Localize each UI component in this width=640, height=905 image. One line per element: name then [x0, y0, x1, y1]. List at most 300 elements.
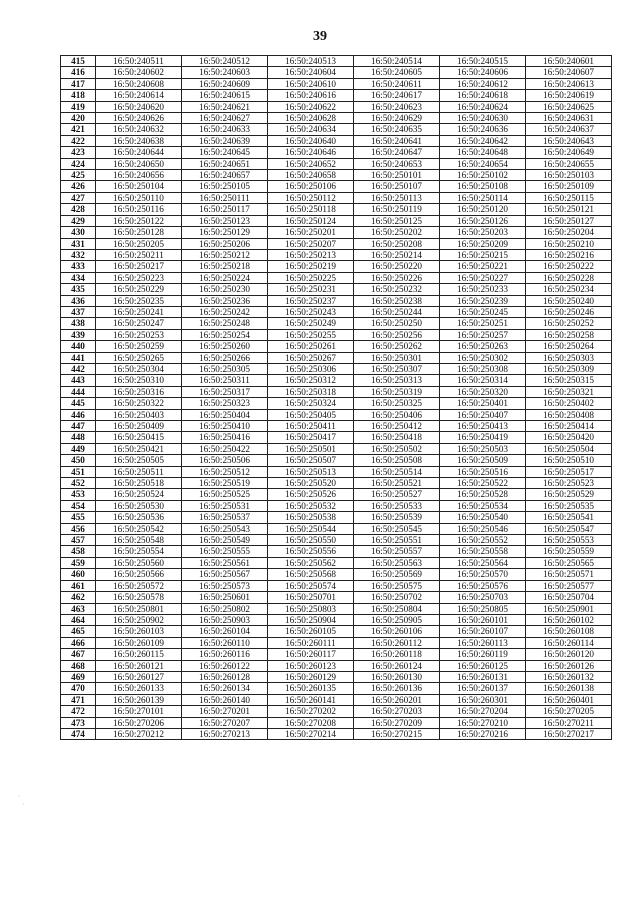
cadastral-number-cell: 16:50:250541 — [526, 512, 612, 523]
row-number-cell: 437 — [61, 306, 96, 317]
row-number-cell: 471 — [61, 694, 96, 705]
cadastral-number-cell: 16:50:250234 — [526, 284, 612, 295]
cadastral-number-cell: 16:50:250533 — [354, 500, 440, 511]
cadastral-number-cell: 16:50:250521 — [354, 478, 440, 489]
cadastral-number-cell: 16:50:250524 — [96, 489, 182, 500]
table-row — [61, 227, 612, 238]
cadastral-number-cell: 16:50:250412 — [354, 421, 440, 432]
cadastral-number-cell: 16:50:260116 — [182, 649, 268, 660]
cadastral-number-cell: 16:50:250217 — [96, 261, 182, 272]
cadastral-number-cell: 16:50:250510 — [526, 455, 612, 466]
table-row — [61, 409, 612, 420]
cadastral-number-cell: 16:50:250805 — [440, 603, 526, 614]
cadastral-number-cell: 16:50:250241 — [96, 306, 182, 317]
cadastral-number-cell: 16:50:250517 — [526, 466, 612, 477]
scan-mark: · — [22, 800, 25, 809]
cadastral-number-cell: 16:50:240636 — [440, 124, 526, 135]
cadastral-number-cell: 16:50:270209 — [354, 717, 440, 728]
cadastral-number-cell: 16:50:250258 — [526, 329, 612, 340]
cadastral-number-cell: 16:50:250703 — [440, 592, 526, 603]
cadastral-number-cell: 16:50:250319 — [354, 386, 440, 397]
cadastral-number-cell: 16:50:250418 — [354, 432, 440, 443]
row-number-cell: 456 — [61, 523, 96, 534]
cadastral-number-cell: 16:50:250228 — [526, 272, 612, 283]
row-number-cell: 464 — [61, 614, 96, 625]
cadastral-number-cell: 16:50:250259 — [96, 341, 182, 352]
cadastral-number-cell: 16:50:250901 — [526, 603, 612, 614]
cadastral-number-cell: 16:50:250405 — [268, 409, 354, 420]
table-row — [61, 443, 612, 454]
cadastral-number-cell: 16:50:250204 — [526, 227, 612, 238]
cadastral-number-cell: 16:50:250558 — [440, 546, 526, 557]
cadastral-number-cell: 16:50:250536 — [96, 512, 182, 523]
cadastral-number-cell: 16:50:250419 — [440, 432, 526, 443]
cadastral-number-cell: 16:50:250325 — [354, 398, 440, 409]
cadastral-number-cell: 16:50:250220 — [354, 261, 440, 272]
cadastral-number-cell: 16:50:250103 — [526, 170, 612, 181]
cadastral-number-cell: 16:50:250208 — [354, 238, 440, 249]
cadastral-number-cell: 16:50:250535 — [526, 500, 612, 511]
table-row — [61, 649, 612, 660]
cadastral-number-cell: 16:50:250213 — [268, 249, 354, 260]
cadastral-number-cell: 16:50:250124 — [268, 215, 354, 226]
cadastral-number-cell: 16:50:250530 — [96, 500, 182, 511]
cadastral-number-cell: 16:50:250221 — [440, 261, 526, 272]
row-number-cell: 415 — [61, 56, 96, 67]
row-number-cell: 429 — [61, 215, 96, 226]
cadastral-number-cell: 16:50:250311 — [182, 375, 268, 386]
cadastral-number-cell: 16:50:250416 — [182, 432, 268, 443]
cadastral-number-cell: 16:50:250549 — [182, 535, 268, 546]
cadastral-number-cell: 16:50:250702 — [354, 592, 440, 603]
row-number-cell: 419 — [61, 101, 96, 112]
row-number-cell: 433 — [61, 261, 96, 272]
cadastral-number-cell: 16:50:250529 — [526, 489, 612, 500]
table-row — [61, 318, 612, 329]
cadastral-number-cell: 16:50:260129 — [268, 671, 354, 682]
cadastral-number-cell: 16:50:250575 — [354, 580, 440, 591]
cadastral-number-cell: 16:50:260138 — [526, 683, 612, 694]
cadastral-number-cell: 16:50:250233 — [440, 284, 526, 295]
cadastral-number-cell: 16:50:260132 — [526, 671, 612, 682]
cadastral-number-cell: 16:50:250321 — [526, 386, 612, 397]
row-number-cell: 435 — [61, 284, 96, 295]
table-row — [61, 249, 612, 260]
cadastral-number-cell: 16:50:240649 — [526, 147, 612, 158]
cadastral-number-cell: 16:50:250568 — [268, 569, 354, 580]
table-row — [61, 90, 612, 101]
cadastral-number-cell: 16:50:250207 — [268, 238, 354, 249]
cadastral-number-cell: 16:50:240616 — [268, 90, 354, 101]
row-number-cell: 457 — [61, 535, 96, 546]
cadastral-number-cell: 16:50:250544 — [268, 523, 354, 534]
cadastral-number-cell: 16:50:250420 — [526, 432, 612, 443]
cadastral-number-cell: 16:50:240602 — [96, 67, 182, 78]
row-number-cell: 439 — [61, 329, 96, 340]
cadastral-number-cell: 16:50:260140 — [182, 694, 268, 705]
cadastral-number-cell: 16:50:260101 — [440, 614, 526, 625]
cadastral-number-cell: 16:50:250123 — [182, 215, 268, 226]
cadastral-number-cell: 16:50:240514 — [354, 56, 440, 67]
cadastral-number-cell: 16:50:250121 — [526, 204, 612, 215]
row-number-cell: 445 — [61, 398, 96, 409]
table-row — [61, 694, 612, 705]
cadastral-number-cell: 16:50:250571 — [526, 569, 612, 580]
row-number-cell: 455 — [61, 512, 96, 523]
cadastral-number-cell: 16:50:260104 — [182, 626, 268, 637]
cadastral-number-cell: 16:50:250555 — [182, 546, 268, 557]
cadastral-number-cell: 16:50:250223 — [96, 272, 182, 283]
cadastral-number-cell: 16:50:250264 — [526, 341, 612, 352]
table-row — [61, 124, 612, 135]
cadastral-number-cell: 16:50:270101 — [96, 706, 182, 717]
cadastral-number-cell: 16:50:250406 — [354, 409, 440, 420]
cadastral-number-cell: 16:50:250538 — [268, 512, 354, 523]
cadastral-number-cell: 16:50:250211 — [96, 249, 182, 260]
cadastral-number-cell: 16:50:250310 — [96, 375, 182, 386]
row-number-cell: 426 — [61, 181, 96, 192]
table-row — [61, 341, 612, 352]
cadastral-number-cell: 16:50:250113 — [354, 192, 440, 203]
cadastral-number-cell: 16:50:250256 — [354, 329, 440, 340]
cadastral-number-cell: 16:50:240611 — [354, 78, 440, 89]
cadastral-number-cell: 16:50:250322 — [96, 398, 182, 409]
cadastral-number-cell: 16:50:250601 — [182, 592, 268, 603]
cadastral-number-cell: 16:50:240601 — [526, 56, 612, 67]
cadastral-number-cell: 16:50:250262 — [354, 341, 440, 352]
cadastral-number-cell: 16:50:250506 — [182, 455, 268, 466]
row-number-cell: 459 — [61, 557, 96, 568]
cadastral-number-cell: 16:50:250216 — [526, 249, 612, 260]
cadastral-number-cell: 16:50:250230 — [182, 284, 268, 295]
cadastral-number-cell: 16:50:240641 — [354, 135, 440, 146]
cadastral-number-cell: 16:50:240606 — [440, 67, 526, 78]
cadastral-number-cell: 16:50:260128 — [182, 671, 268, 682]
row-number-cell: 423 — [61, 147, 96, 158]
cadastral-number-cell: 16:50:240638 — [96, 135, 182, 146]
row-number-cell: 460 — [61, 569, 96, 580]
cadastral-number-table — [60, 55, 612, 740]
cadastral-number-cell: 16:50:260127 — [96, 671, 182, 682]
table-row — [61, 557, 612, 568]
cadastral-number-cell: 16:50:250306 — [268, 363, 354, 374]
cadastral-number-cell: 16:50:270205 — [526, 706, 612, 717]
row-number-cell: 428 — [61, 204, 96, 215]
cadastral-number-cell: 16:50:250105 — [182, 181, 268, 192]
cadastral-number-cell: 16:50:250203 — [440, 227, 526, 238]
cadastral-number-cell: 16:50:250559 — [526, 546, 612, 557]
cadastral-number-cell: 16:50:240512 — [182, 56, 268, 67]
table-row — [61, 306, 612, 317]
cadastral-number-cell: 16:50:250265 — [96, 352, 182, 363]
row-number-cell: 438 — [61, 318, 96, 329]
table-row — [61, 363, 612, 374]
cadastral-number-cell: 16:50:250801 — [96, 603, 182, 614]
cadastral-number-cell: 16:50:250410 — [182, 421, 268, 432]
cadastral-number-cell: 16:50:250109 — [526, 181, 612, 192]
cadastral-number-cell: 16:50:250550 — [268, 535, 354, 546]
cadastral-number-cell: 16:50:250254 — [182, 329, 268, 340]
cadastral-number-cell: 16:50:260108 — [526, 626, 612, 637]
cadastral-number-cell: 16:50:240628 — [268, 113, 354, 124]
cadastral-number-cell: 16:50:240513 — [268, 56, 354, 67]
cadastral-number-cell: 16:50:250414 — [526, 421, 612, 432]
row-number-cell: 454 — [61, 500, 96, 511]
cadastral-number-cell: 16:50:260135 — [268, 683, 354, 694]
cadastral-number-cell: 16:50:250564 — [440, 557, 526, 568]
cadastral-number-cell: 16:50:250509 — [440, 455, 526, 466]
cadastral-number-cell: 16:50:250532 — [268, 500, 354, 511]
cadastral-number-cell: 16:50:240645 — [182, 147, 268, 158]
cadastral-number-cell: 16:50:250242 — [182, 306, 268, 317]
cadastral-number-cell: 16:50:240607 — [526, 67, 612, 78]
row-number-cell: 462 — [61, 592, 96, 603]
table-row — [61, 295, 612, 306]
row-number-cell: 463 — [61, 603, 96, 614]
cadastral-number-cell: 16:50:250572 — [96, 580, 182, 591]
cadastral-number-cell: 16:50:250516 — [440, 466, 526, 477]
table-row — [61, 512, 612, 523]
table-row — [61, 135, 612, 146]
table-row — [61, 637, 612, 648]
table-row — [61, 432, 612, 443]
cadastral-number-cell: 16:50:250257 — [440, 329, 526, 340]
cadastral-number-cell: 16:50:240621 — [182, 101, 268, 112]
row-number-cell: 442 — [61, 363, 96, 374]
cadastral-number-cell: 16:50:250553 — [526, 535, 612, 546]
row-number-cell: 470 — [61, 683, 96, 694]
cadastral-number-cell: 16:50:270208 — [268, 717, 354, 728]
row-number-cell: 432 — [61, 249, 96, 260]
row-number-cell: 446 — [61, 409, 96, 420]
cadastral-number-cell: 16:50:250557 — [354, 546, 440, 557]
cadastral-number-cell: 16:50:260120 — [526, 649, 612, 660]
cadastral-number-cell: 16:50:250577 — [526, 580, 612, 591]
cadastral-number-cell: 16:50:240619 — [526, 90, 612, 101]
cadastral-number-cell: 16:50:250504 — [526, 443, 612, 454]
cadastral-number-cell: 16:50:270214 — [268, 728, 354, 739]
cadastral-number-cell: 16:50:240655 — [526, 158, 612, 169]
cadastral-number-cell: 16:50:250401 — [440, 398, 526, 409]
cadastral-number-cell: 16:50:260109 — [96, 637, 182, 648]
cadastral-number-cell: 16:50:250127 — [526, 215, 612, 226]
row-number-cell: 441 — [61, 352, 96, 363]
row-number-cell: 427 — [61, 192, 96, 203]
cadastral-number-cell: 16:50:240650 — [96, 158, 182, 169]
row-number-cell: 425 — [61, 170, 96, 181]
cadastral-number-cell: 16:50:250542 — [96, 523, 182, 534]
cadastral-number-cell: 16:50:250403 — [96, 409, 182, 420]
cadastral-number-cell: 16:50:250231 — [268, 284, 354, 295]
cadastral-number-cell: 16:50:250117 — [182, 204, 268, 215]
cadastral-number-cell: 16:50:250210 — [526, 238, 612, 249]
cadastral-number-cell: 16:50:250260 — [182, 341, 268, 352]
cadastral-number-cell: 16:50:250235 — [96, 295, 182, 306]
cadastral-number-cell: 16:50:250266 — [182, 352, 268, 363]
cadastral-number-cell: 16:50:250543 — [182, 523, 268, 534]
cadastral-number-cell: 16:50:250324 — [268, 398, 354, 409]
cadastral-number-cell: 16:50:260201 — [354, 694, 440, 705]
cadastral-number-cell: 16:50:240658 — [268, 170, 354, 181]
cadastral-number-cell: 16:50:250527 — [354, 489, 440, 500]
cadastral-number-cell: 16:50:250247 — [96, 318, 182, 329]
cadastral-number-cell: 16:50:260133 — [96, 683, 182, 694]
cadastral-number-cell: 16:50:250128 — [96, 227, 182, 238]
cadastral-number-cell: 16:50:240617 — [354, 90, 440, 101]
scan-mark: · — [18, 792, 21, 801]
table-row — [61, 386, 612, 397]
cadastral-number-cell: 16:50:250556 — [268, 546, 354, 557]
row-number-cell: 434 — [61, 272, 96, 283]
table-row — [61, 284, 612, 295]
table-row — [61, 500, 612, 511]
cadastral-number-cell: 16:50:240635 — [354, 124, 440, 135]
table-row — [61, 626, 612, 637]
table-row — [61, 113, 612, 124]
cadastral-number-cell: 16:50:250563 — [354, 557, 440, 568]
cadastral-number-cell: 16:50:240631 — [526, 113, 612, 124]
table-row — [61, 67, 612, 78]
cadastral-number-cell: 16:50:260102 — [526, 614, 612, 625]
table-row — [61, 546, 612, 557]
cadastral-number-cell: 16:50:250534 — [440, 500, 526, 511]
cadastral-number-cell: 16:50:240637 — [526, 124, 612, 135]
cadastral-number-cell: 16:50:270207 — [182, 717, 268, 728]
cadastral-number-cell: 16:50:250567 — [182, 569, 268, 580]
cadastral-number-cell: 16:50:250408 — [526, 409, 612, 420]
cadastral-number-cell: 16:50:240627 — [182, 113, 268, 124]
cadastral-number-cell: 16:50:250520 — [268, 478, 354, 489]
cadastral-number-cell: 16:50:240626 — [96, 113, 182, 124]
cadastral-number-cell: 16:50:250546 — [440, 523, 526, 534]
cadastral-number-cell: 16:50:260107 — [440, 626, 526, 637]
cadastral-number-cell: 16:50:250513 — [268, 466, 354, 477]
cadastral-number-cell: 16:50:260105 — [268, 626, 354, 637]
table-row — [61, 535, 612, 546]
row-number-cell: 430 — [61, 227, 96, 238]
cadastral-number-cell: 16:50:250263 — [440, 341, 526, 352]
row-number-cell: 440 — [61, 341, 96, 352]
table-row — [61, 489, 612, 500]
cadastral-number-cell: 16:50:240620 — [96, 101, 182, 112]
cadastral-number-cell: 16:50:250120 — [440, 204, 526, 215]
table-row — [61, 603, 612, 614]
cadastral-number-cell: 16:50:240647 — [354, 147, 440, 158]
cadastral-number-cell: 16:50:240648 — [440, 147, 526, 158]
table-row — [61, 728, 612, 739]
table-body — [61, 56, 612, 740]
cadastral-number-cell: 16:50:250115 — [526, 192, 612, 203]
cadastral-number-cell: 16:50:270206 — [96, 717, 182, 728]
cadastral-number-cell: 16:50:250308 — [440, 363, 526, 374]
cadastral-number-cell: 16:50:250317 — [182, 386, 268, 397]
cadastral-number-cell: 16:50:250232 — [354, 284, 440, 295]
table-row — [61, 580, 612, 591]
cadastral-number-cell: 16:50:260126 — [526, 660, 612, 671]
cadastral-number-cell: 16:50:250129 — [182, 227, 268, 238]
row-number-cell: 431 — [61, 238, 96, 249]
cadastral-number-cell: 16:50:250407 — [440, 409, 526, 420]
cadastral-number-cell: 16:50:270204 — [440, 706, 526, 717]
cadastral-number-cell: 16:50:250548 — [96, 535, 182, 546]
table-row — [61, 660, 612, 671]
table-row — [61, 466, 612, 477]
row-number-cell: 436 — [61, 295, 96, 306]
table-row — [61, 352, 612, 363]
cadastral-number-cell: 16:50:250531 — [182, 500, 268, 511]
cadastral-number-cell: 16:50:250802 — [182, 603, 268, 614]
cadastral-number-cell: 16:50:270203 — [354, 706, 440, 717]
row-number-cell: 422 — [61, 135, 96, 146]
cadastral-number-cell: 16:50:250104 — [96, 181, 182, 192]
cadastral-number-cell: 16:50:260111 — [268, 637, 354, 648]
cadastral-number-cell: 16:50:250537 — [182, 512, 268, 523]
row-number-cell: 453 — [61, 489, 96, 500]
cadastral-number-cell: 16:50:250301 — [354, 352, 440, 363]
cadastral-number-cell: 16:50:240653 — [354, 158, 440, 169]
cadastral-number-cell: 16:50:260130 — [354, 671, 440, 682]
cadastral-number-cell: 16:50:250102 — [440, 170, 526, 181]
cadastral-number-cell: 16:50:250313 — [354, 375, 440, 386]
cadastral-number-cell: 16:50:250704 — [526, 592, 612, 603]
row-number-cell: 451 — [61, 466, 96, 477]
cadastral-number-cell: 16:50:270210 — [440, 717, 526, 728]
table-row — [61, 706, 612, 717]
table-row — [61, 192, 612, 203]
cadastral-number-cell: 16:50:250573 — [182, 580, 268, 591]
cadastral-number-cell: 16:50:250250 — [354, 318, 440, 329]
cadastral-number-cell: 16:50:260131 — [440, 671, 526, 682]
cadastral-number-cell: 16:50:240651 — [182, 158, 268, 169]
cadastral-number-cell: 16:50:250215 — [440, 249, 526, 260]
row-number-cell: 421 — [61, 124, 96, 135]
cadastral-number-cell: 16:50:250518 — [96, 478, 182, 489]
cadastral-number-cell: 16:50:260117 — [268, 649, 354, 660]
cadastral-number-cell: 16:50:250511 — [96, 466, 182, 477]
cadastral-number-cell: 16:50:250902 — [96, 614, 182, 625]
cadastral-number-cell: 16:50:250240 — [526, 295, 612, 306]
cadastral-number-cell: 16:50:250551 — [354, 535, 440, 546]
cadastral-number-cell: 16:50:240639 — [182, 135, 268, 146]
cadastral-number-cell: 16:50:260115 — [96, 649, 182, 660]
cadastral-number-cell: 16:50:250122 — [96, 215, 182, 226]
cadastral-number-cell: 16:50:250576 — [440, 580, 526, 591]
table-row — [61, 272, 612, 283]
table-row — [61, 614, 612, 625]
cadastral-number-cell: 16:50:250804 — [354, 603, 440, 614]
cadastral-number-cell: 16:50:250302 — [440, 352, 526, 363]
cadastral-number-cell: 16:50:260119 — [440, 649, 526, 660]
cadastral-number-cell: 16:50:250110 — [96, 192, 182, 203]
cadastral-number-cell: 16:50:250904 — [268, 614, 354, 625]
cadastral-number-cell: 16:50:260125 — [440, 660, 526, 671]
cadastral-number-cell: 16:50:260141 — [268, 694, 354, 705]
table-row — [61, 421, 612, 432]
row-number-cell: 473 — [61, 717, 96, 728]
cadastral-number-cell: 16:50:240652 — [268, 158, 354, 169]
cadastral-number-cell: 16:50:250421 — [96, 443, 182, 454]
cadastral-number-cell: 16:50:260113 — [440, 637, 526, 648]
cadastral-number-cell: 16:50:240604 — [268, 67, 354, 78]
cadastral-number-cell: 16:50:270201 — [182, 706, 268, 717]
cadastral-number-cell: 16:50:250255 — [268, 329, 354, 340]
cadastral-number-cell: 16:50:250303 — [526, 352, 612, 363]
cadastral-number-cell: 16:50:250508 — [354, 455, 440, 466]
cadastral-number-cell: 16:50:260123 — [268, 660, 354, 671]
cadastral-number-cell: 16:50:250562 — [268, 557, 354, 568]
cadastral-number-cell: 16:50:250503 — [440, 443, 526, 454]
cadastral-number-cell: 16:50:240612 — [440, 78, 526, 89]
